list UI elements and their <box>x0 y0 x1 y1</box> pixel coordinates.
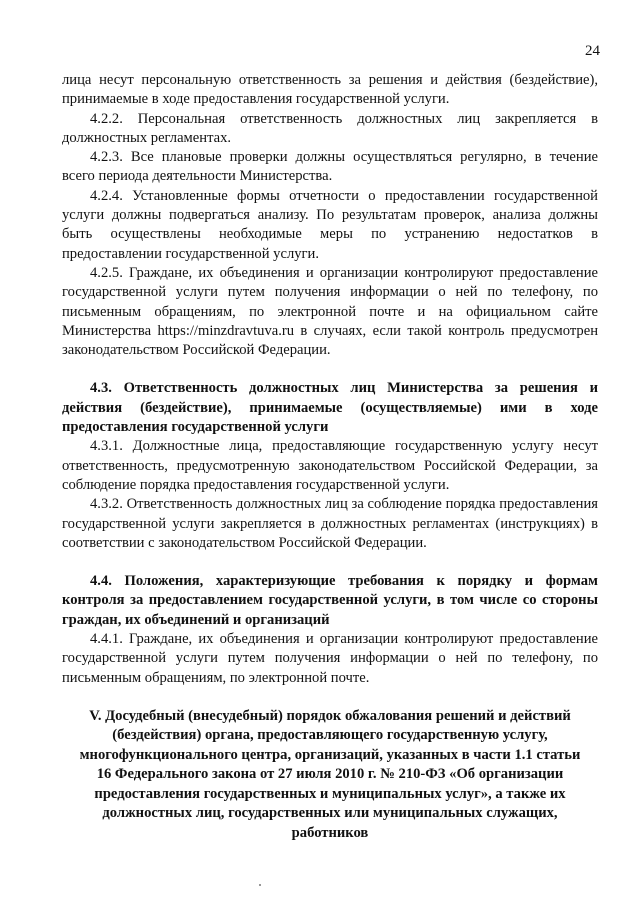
paragraph-4-3-2: 4.3.2. Ответственность должностных лиц за соблюдение порядка предоставления государственной услуги закрепляется в должностных регламентах (инструкциях) в соответствии с законодательством Российской Федерации. <box>62 496 598 551</box>
section-heading-4-4: 4.4. Положения, характеризующие требования к порядку и формам контроля за предоставлением государственной услуги, в том числе со стороны граждан, их объединений и организаций <box>62 573 598 628</box>
section-gap <box>62 688 598 707</box>
chapter-heading-v: V. Досудебный (внесудебный) порядок обжалования решений и действий (бездействия) органа, предоставляющего государственную услугу, многофункционального центра, организаций, указанных в части 1.1 статьи 16 Федерального закона от 27 июля 2010 г. № 210-ФЗ «Об организации предоставления государственных и муниципальных услуг», а также их должностных лиц, государственных или муниципальных служащих, работников <box>79 707 581 841</box>
paragraph-4-2-3: 4.2.3. Все плановые проверки должны осуществляться регулярно, в течение всего периода деятельности Министерства. <box>62 149 598 185</box>
page-number: 24 <box>585 43 600 59</box>
section-gap <box>62 553 598 572</box>
paragraph-4-3-1: 4.3.1. Должностные лица, предоставляющие государственную услугу несут ответственность, предусмотренную законодательством Российской Федерации, за соблюдение порядка предоставления государственной услуги. <box>62 438 598 493</box>
section-gap <box>62 360 598 379</box>
section-heading-4-3: 4.3. Ответственность должностных лиц Министерства за решения и действия (бездействие), принимаемые (осуществляемые) ими в ходе предоставления государственной услуги <box>62 380 598 436</box>
scan-dot <box>259 884 261 886</box>
paragraph-4-2-4: 4.2.4. Установленные формы отчетности о предоставлении государственной услуги должны подвергаться анализу. По результатам проверок, анализа должны быть осуществлены необходимые меры по устранению недостатков в предоставлении государственной услуги. <box>62 187 598 262</box>
paragraph-continuation: лица несут персональную ответственность за решения и действия (бездействие), принимаемые в ходе предоставления государственной услуги. <box>62 72 598 108</box>
paragraph-4-4-1: 4.4.1. Граждане, их объединения и организации контролируют предоставление государственной услуги путем получения информации о ней по телефону, по письменным обращениям, по электронной почте. <box>62 631 598 686</box>
page-content <box>62 71 598 843</box>
paragraph-4-2-2: 4.2.2. Персональная ответственность должностных лиц закрепляется в должностных регламентах. <box>62 110 598 146</box>
paragraph-4-2-5: 4.2.5. Граждане, их объединения и организации контролируют предоставление государственной услуги путем получения информации о ней по телефону, по письменным обращениям, по электронной почте и на официальном сайте Министерства https://minzdravtuva.ru в случаях, если такой контроль предусмотрен законодательством Российской Федерации. <box>62 264 598 359</box>
